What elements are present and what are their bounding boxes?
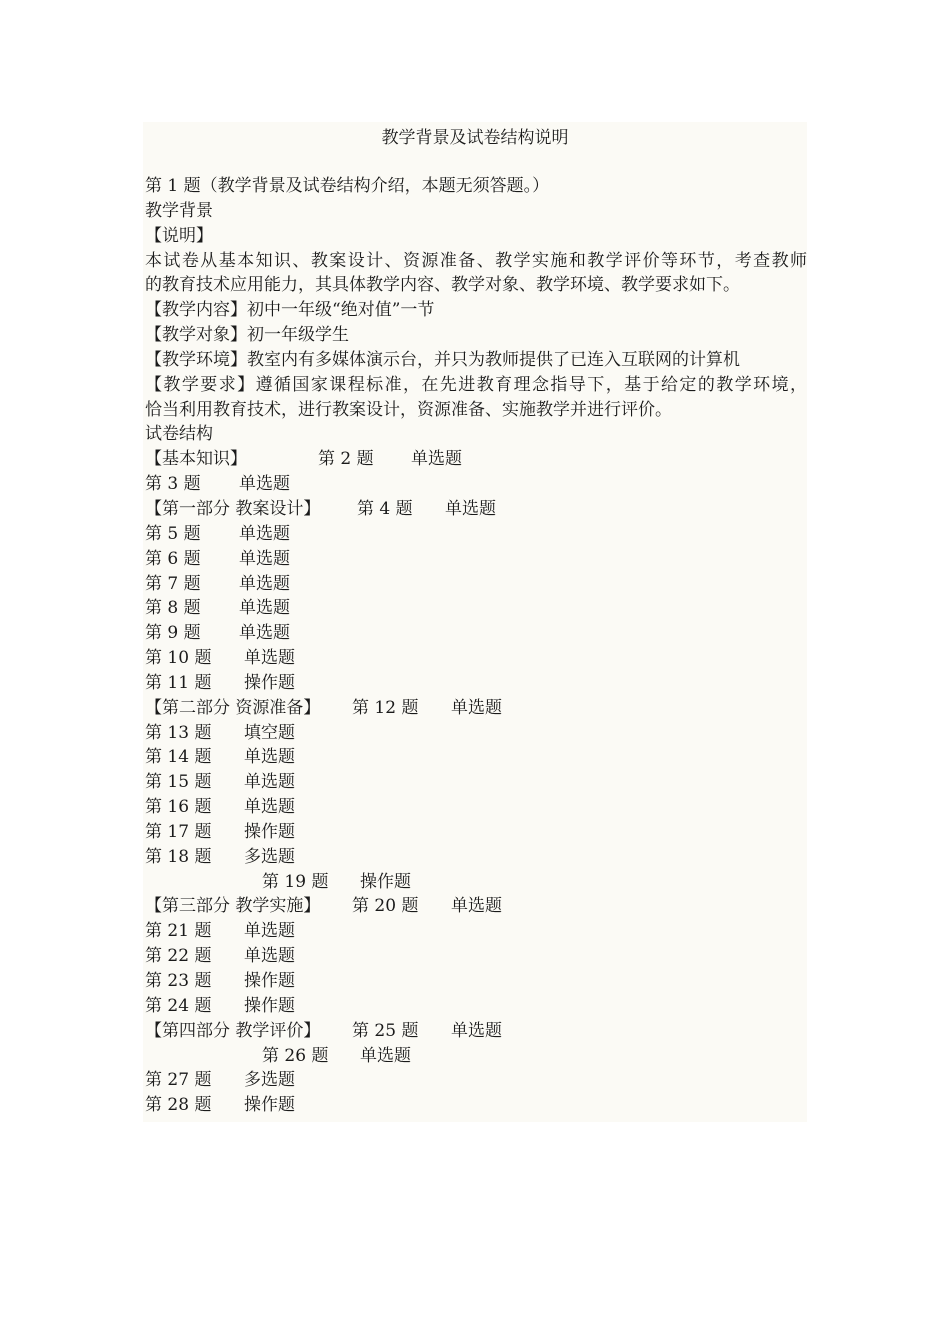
question-label: 第 12 题 xyxy=(352,697,419,718)
question-label: 第 22 题 xyxy=(145,946,212,967)
question-type: 单选题 xyxy=(451,896,502,917)
question-label: 第 8 题 xyxy=(145,598,201,619)
question-type: 填空题 xyxy=(244,722,295,743)
question-label: 第 15 题 xyxy=(145,772,212,793)
question-type: 单选题 xyxy=(445,498,496,519)
section-part-1: 【第一部分 教案设计】 xyxy=(145,498,321,519)
structure-row xyxy=(145,671,807,696)
question-label: 第 4 题 xyxy=(357,498,413,519)
question-label: 第 19 题 xyxy=(262,871,329,892)
structure-row xyxy=(145,845,807,870)
question-label: 第 11 题 xyxy=(145,672,212,693)
question-label: 第 9 题 xyxy=(145,623,201,644)
question-label: 第 5 题 xyxy=(145,523,201,544)
question-label: 第 21 题 xyxy=(145,921,212,942)
teaching-requirement-line-2: 恰当利用教育技术，进行教案设计，资源准备、实施教学并进行评价。 xyxy=(145,399,672,420)
question-type: 单选题 xyxy=(411,449,462,470)
question-type: 单选题 xyxy=(451,697,502,718)
teaching-environment-line: 【教学环境】教室内有多媒体演示台，并只为教师提供了已连入互联网的计算机 xyxy=(145,349,740,370)
structure-row xyxy=(145,1068,807,1093)
question-type: 操作题 xyxy=(244,1095,295,1116)
question-type: 单选题 xyxy=(239,573,290,594)
question-label: 第 2 题 xyxy=(318,449,374,470)
question-type: 操作题 xyxy=(244,971,295,991)
structure-row xyxy=(145,1044,807,1069)
question-type: 单选题 xyxy=(239,474,290,495)
document-title: 教学背景及试卷结构说明 xyxy=(381,128,569,148)
question-type: 单选题 xyxy=(244,648,295,669)
question-type: 单选题 xyxy=(360,1045,411,1066)
structure-row xyxy=(145,696,807,721)
note-paragraph-line-1: 本试卷从基本知识、教案设计、资源准备、教学实施和教学评价等环节，考查教师 xyxy=(145,250,807,271)
question-type: 单选题 xyxy=(239,523,290,544)
structure-row xyxy=(145,870,807,895)
question-label: 第 24 题 xyxy=(145,995,212,1016)
structure-row xyxy=(145,820,807,845)
structure-row xyxy=(145,721,807,746)
question-label: 第 17 题 xyxy=(145,821,212,842)
question-type: 单选题 xyxy=(239,598,290,619)
question-label: 第 3 题 xyxy=(145,474,201,495)
question-type: 单选题 xyxy=(244,797,295,818)
note-paragraph-line-2: 的教育技术应用能力，其具体教学内容、教学对象、教学环境、教学要求如下。 xyxy=(145,275,740,296)
section-basic-knowledge: 【基本知识】 xyxy=(145,449,247,470)
structure-row xyxy=(145,1019,807,1044)
question-label: 第 25 题 xyxy=(352,1020,419,1041)
teaching-background-heading: 教学背景 xyxy=(145,200,213,221)
section-part-3: 【第三部分 教学实施】 xyxy=(145,896,321,917)
question-type: 单选题 xyxy=(244,946,295,967)
question-label: 第 16 题 xyxy=(145,797,212,818)
structure-row xyxy=(145,969,807,994)
structure-row xyxy=(145,795,807,820)
structure-row xyxy=(145,745,807,770)
structure-row xyxy=(145,596,807,621)
question-type: 操作题 xyxy=(244,995,295,1016)
question-type: 单选题 xyxy=(244,772,295,793)
section-part-4: 【第四部分 教学评价】 xyxy=(145,1020,321,1041)
question-type: 操作题 xyxy=(360,871,411,892)
document-content xyxy=(145,174,807,1118)
teaching-requirement-line-1: 【教学要求】遵循国家课程标准，在先进教育理念指导下，基于给定的教学环境， xyxy=(145,374,807,395)
structure-row xyxy=(145,919,807,944)
note-heading: 【说明】 xyxy=(145,225,213,246)
question-label: 第 28 题 xyxy=(145,1095,212,1116)
question-1-intro: 第 1 题（教学背景及试卷结构介绍，本题无须答题。） xyxy=(145,176,550,196)
question-label: 第 6 题 xyxy=(145,548,201,569)
structure-row xyxy=(145,944,807,969)
question-label: 第 13 题 xyxy=(145,722,212,743)
question-type: 单选题 xyxy=(244,921,295,942)
question-type: 单选题 xyxy=(239,623,290,644)
structure-row xyxy=(145,472,807,497)
question-label: 第 10 题 xyxy=(145,648,212,669)
structure-row xyxy=(145,497,807,522)
question-type: 多选题 xyxy=(244,846,295,867)
teaching-content-line: 【教学内容】初中一年级“绝对值”一节 xyxy=(145,300,435,321)
structure-row xyxy=(145,1093,807,1118)
teaching-audience-line: 【教学对象】初一年级学生 xyxy=(145,325,349,346)
question-type: 单选题 xyxy=(244,747,295,768)
structure-row xyxy=(145,770,807,795)
structure-row xyxy=(145,447,807,472)
question-label: 第 7 题 xyxy=(145,573,201,594)
question-type: 单选题 xyxy=(451,1020,502,1041)
question-label: 第 26 题 xyxy=(262,1045,329,1066)
question-type: 操作题 xyxy=(244,672,295,693)
structure-row xyxy=(145,522,807,547)
question-type: 多选题 xyxy=(244,1070,295,1091)
structure-row xyxy=(145,894,807,919)
question-type: 单选题 xyxy=(239,548,290,569)
question-label: 第 20 题 xyxy=(352,896,419,917)
paper-structure-heading: 试卷结构 xyxy=(145,424,213,445)
document-page xyxy=(143,122,807,1122)
question-label: 第 14 题 xyxy=(145,747,212,768)
question-label: 第 18 题 xyxy=(145,846,212,867)
structure-row xyxy=(145,646,807,671)
question-label: 第 23 题 xyxy=(145,971,212,991)
structure-row xyxy=(145,621,807,646)
structure-row xyxy=(145,547,807,572)
structure-row xyxy=(145,572,807,597)
question-label: 第 27 题 xyxy=(145,1070,212,1091)
structure-row xyxy=(145,994,807,1019)
section-part-2: 【第二部分 资源准备】 xyxy=(145,697,321,718)
question-type: 操作题 xyxy=(244,821,295,842)
